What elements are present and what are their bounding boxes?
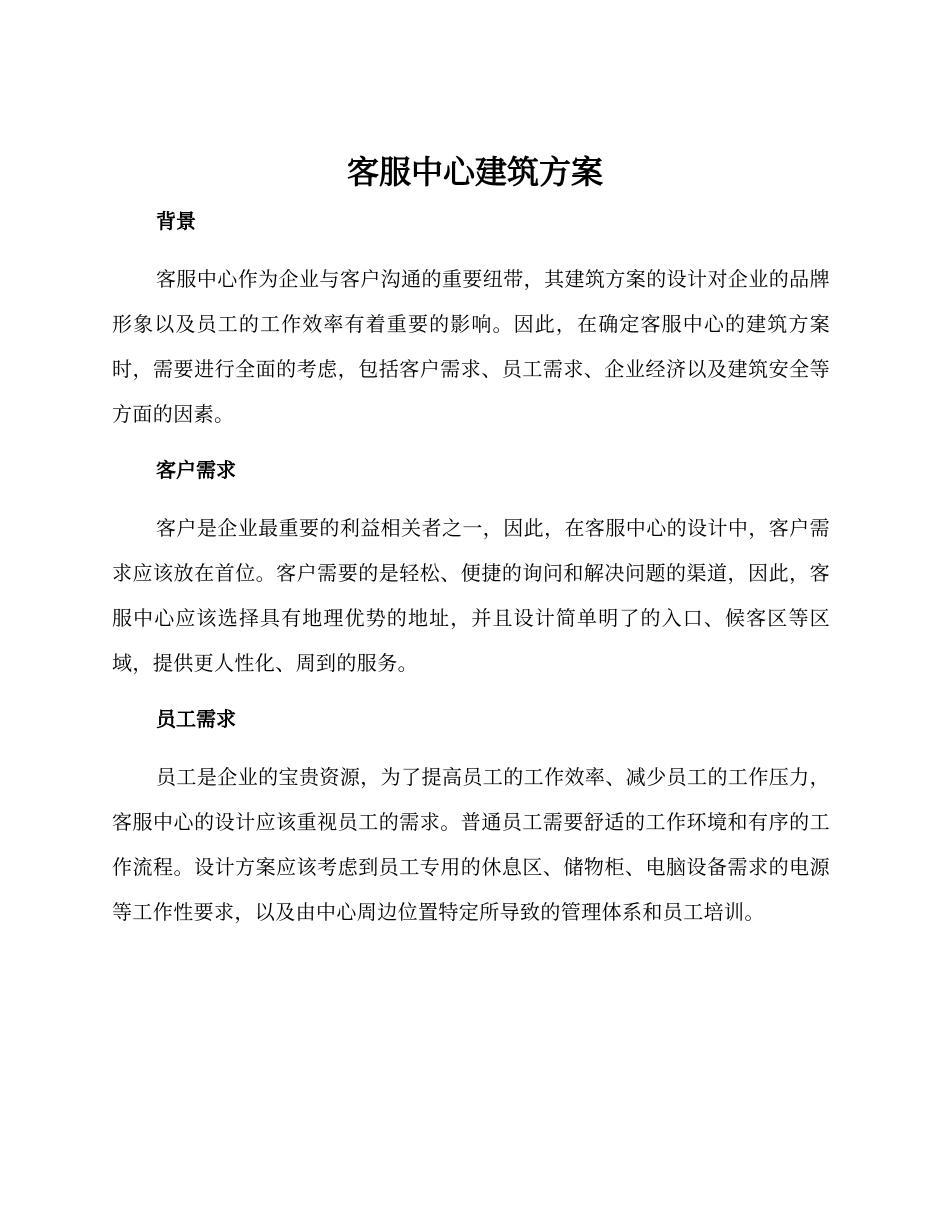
section-heading-customer-needs: 客户需求 (156, 458, 236, 482)
section-employee-needs (112, 705, 830, 935)
section-heading-background: 背景 (156, 209, 196, 233)
section-body-employee-needs: 员工是企业的宝贵资源，为了提高员工的工作效率、减少员工的工作压力，客服中心的设计应该重视员工的需求。普通员工需要舒适的工作环境和有序的工作流程。设计方案应该考虑到员工专用的休息区、储物柜、电脑设备需求的电源等工作性要求，以及由中心周边位置特定所导致的管理体系和员工培训。 (112, 765, 830, 924)
section-body-customer-needs: 客户是企业最重要的利益相关者之一，因此，在客服中心的设计中，客户需求应该放在首位。客户需要的是轻松、便捷的询问和解决问题的渠道，因此，客服中心应该选择具有地理优势的地址，并且设计简单明了的入口、候客区等区域，提供更人性化、周到的服务。 (112, 516, 830, 675)
document-title: 客服中心建筑方案 (346, 153, 603, 191)
section-heading-employee-needs: 员工需求 (156, 707, 236, 731)
section-customer-needs (112, 456, 830, 686)
section-background (112, 207, 830, 437)
section-body-background: 客服中心作为企业与客户沟通的重要纽带，其建筑方案的设计对企业的品牌形象以及员工的工作效率有着重要的影响。因此，在确定客服中心的建筑方案时，需要进行全面的考虑，包括客户需求、员工需求、企业经济以及建筑安全等方面的因素。 (112, 267, 830, 426)
